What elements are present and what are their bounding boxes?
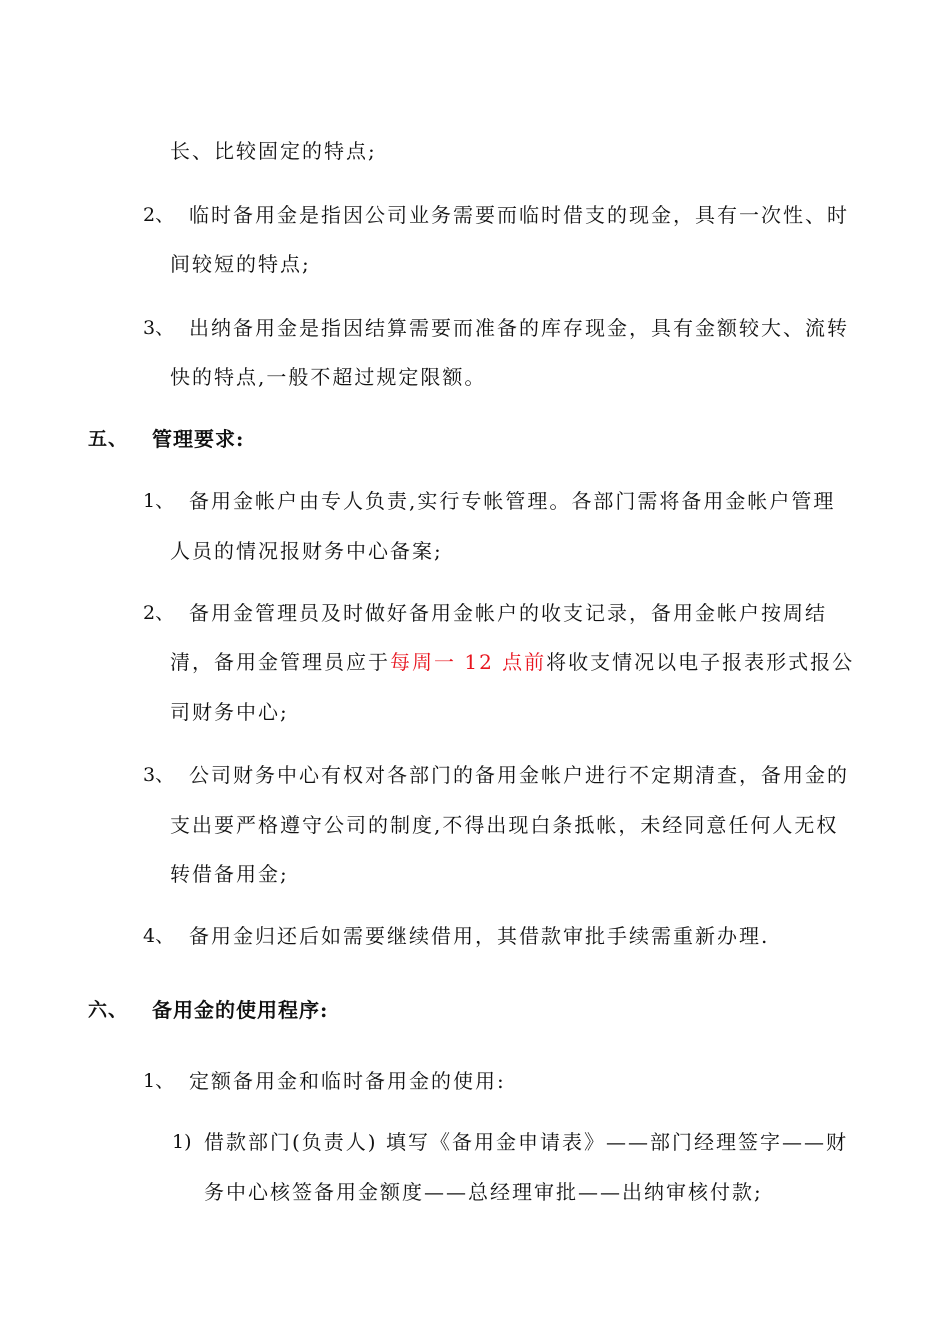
item2-number: 2、	[143, 204, 175, 226]
s5-item3-line1: 公司财务中心有权对各部门的备用金帐户进行不定期清查，备用金的	[189, 763, 849, 787]
item3-line1: 出纳备用金是指因结算需要而准备的库存现金，具有金额较大、流转	[189, 316, 849, 340]
item3-number: 3、	[143, 317, 175, 339]
item1-tail-line: 长、比较固定的特点;	[170, 139, 377, 163]
s5-item2-line2	[170, 650, 854, 674]
s5-item2-line1: 备用金管理员及时做好备用金帐户的收支记录，备用金帐户按周结	[189, 601, 827, 625]
s5-item3-line3: 转借备用金;	[170, 862, 289, 886]
s5-item4-number: 4、	[143, 925, 175, 947]
section6-heading: 备用金的使用程序:	[152, 998, 329, 1022]
section5-number: 五、	[88, 428, 129, 450]
s6-item1-number: 1、	[143, 1070, 175, 1092]
s5-item2-line2-post: 将收支情况以电子报表形式报公	[546, 650, 855, 674]
s5-item2-line2-pre: 清，备用金管理员应于	[170, 650, 390, 674]
s5-item3-number: 3、	[143, 764, 175, 786]
item2-line2: 间较短的特点;	[170, 252, 311, 276]
s6-sub1-line2: 务中心核签备用金额度——总经理审批——出纳审核付款;	[204, 1180, 763, 1204]
s6-item1-line1: 定额备用金和临时备用金的使用:	[189, 1069, 506, 1093]
s5-item3-line2: 支出要严格遵守公司的制度,不得出现白条抵帐，未经同意任何人无权	[170, 813, 839, 837]
s6-sub1-number: 1)	[172, 1131, 192, 1153]
deadline-highlight: 每周一 12 点前	[390, 650, 547, 674]
s5-item1-line2: 人员的情况报财务中心备案;	[170, 539, 443, 563]
s5-item1-number: 1、	[143, 490, 175, 512]
s5-item2-line3: 司财务中心;	[170, 700, 289, 724]
s5-item2-number: 2、	[143, 602, 175, 624]
item2-line1: 临时备用金是指因公司业务需要而临时借支的现金，具有一次性、时	[189, 203, 849, 227]
section6-number: 六、	[88, 999, 129, 1021]
item3-line2: 快的特点,一般不超过规定限额。	[170, 365, 487, 389]
s6-sub1-line1: 借款部门(负责人) 填写《备用金申请表》——部门经理签字——财	[204, 1130, 848, 1154]
s5-item1-line1: 备用金帐户由专人负责,实行专帐管理。各部门需将备用金帐户管理	[189, 489, 836, 513]
section5-heading: 管理要求:	[152, 427, 245, 451]
s5-item4-line1: 备用金归还后如需要继续借用，其借款审批手续需重新办理.	[189, 924, 770, 948]
